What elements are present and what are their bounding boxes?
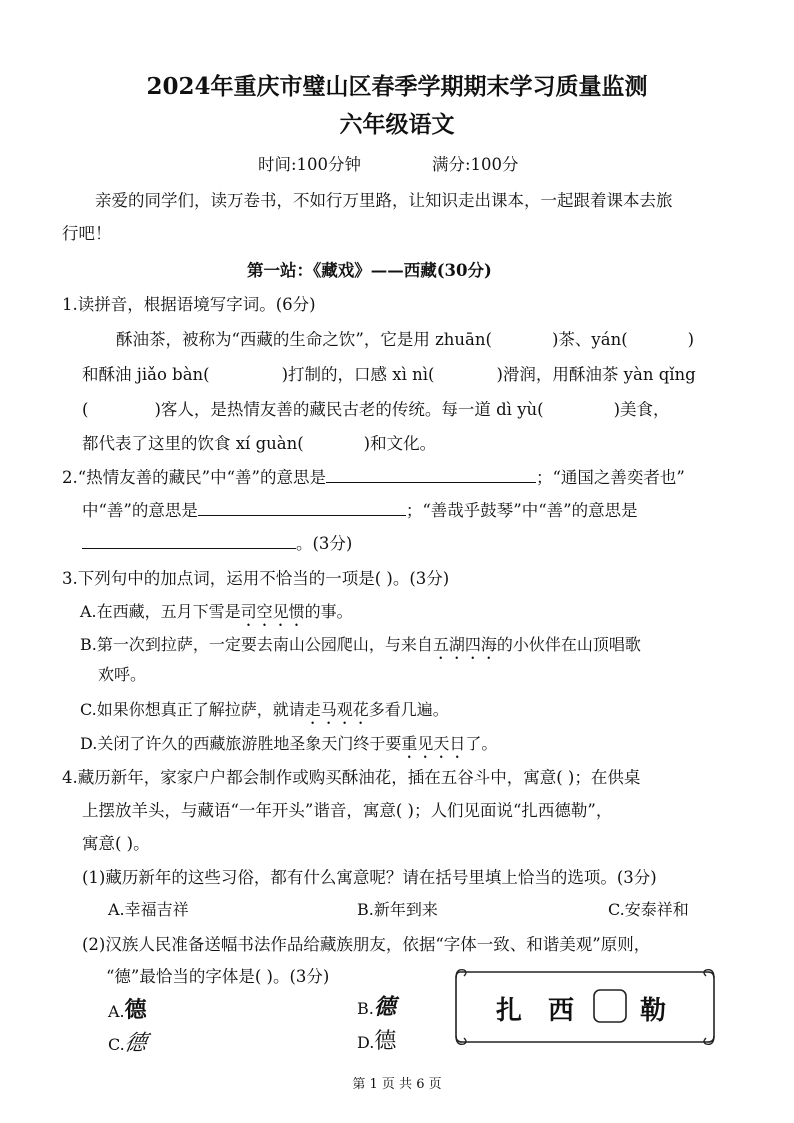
q1-text: ( [82,400,89,419]
q4-line-2: 上摆放羊头，与藏语“一年开头”谐音，寓意( )；人们见面说“扎西德勒”， [82,801,613,820]
q4-choice-b: B.新年到来 [357,900,438,919]
scroll-char-1: 扎 [496,996,523,1026]
q1-text: )客人，是热情友善的藏民古老的传统。每一道 dì yù( [154,400,544,419]
q3-option-b-cont: 欢呼。 [98,665,147,684]
q1-line-2 [82,361,696,385]
dotted-word: 五湖四海 [432,635,497,654]
q2-line-1 [62,464,685,488]
option-text: 多看几遍。 [368,700,449,719]
q1-line-1 [116,326,694,350]
q1-text: ) [687,330,695,349]
dotted-word: 司空见惯 [240,602,305,621]
option-text: C.如果你想真正了解拉萨，就请 [80,700,305,719]
q1-line-4 [82,430,436,454]
q3-stem: 3.下列句中的加点词，运用不恰当的一项是( )。(3分) [62,569,450,588]
option-text: B.第一次到拉萨，一定要去南山公园爬山，与来自 [80,635,433,654]
empty-char-box[interactable] [594,990,626,1022]
q1-text: )滑润，用酥油茶 yàn qǐng [496,365,696,384]
font-option-c[interactable] [108,1026,147,1057]
exam-time: 时间:100分钟 [258,155,362,174]
q1-text: )茶、yán( [551,330,628,349]
option-text: 的小伙伴在山顶唱歌 [496,635,641,654]
font-option-d[interactable] [357,1024,396,1055]
q3-option-a[interactable] [80,599,353,630]
page-number: 第 1 页 共 6 页 [352,1077,442,1092]
scroll-char-3: 勒 [640,996,667,1026]
q3-option-d[interactable] [80,731,497,762]
option-label: C. [108,1035,125,1054]
scroll-frame-icon [452,966,720,1046]
answer-underline[interactable] [326,464,536,483]
q1-line-3 [82,396,670,420]
calligraphy-scroll [452,966,720,1046]
q2-text: 2.“热情友善的藏民”中“善”的意思是 [62,468,326,487]
option-label: B. [357,999,374,1018]
q3-option-b[interactable] [80,632,641,663]
q4-sub2-line-2: “德”最恰当的字体是( )。(3分) [106,967,330,986]
section-heading: 第一站：《藏戏》——西藏(30分) [247,261,492,280]
q1-text: )美食， [613,400,670,419]
font-option-a[interactable] [108,993,147,1024]
intro-line-1: 亲爱的同学们，读万卷书，不如行万里路，让知识走出课本，一起跟着课本去旅 [95,191,673,210]
q2-line-3 [82,530,352,554]
intro-line-2: 行吧！ [62,224,112,243]
q4-sub2-line-1: (2)汉族人民准备送幅书法作品给藏族朋友，依据“字体一致、和谐美观”原则， [82,935,651,954]
q3-option-c[interactable] [80,697,449,728]
font-option-b[interactable] [357,990,396,1021]
q4-line-1: 4.藏历新年，家家户户都会制作或购买酥油花，插在五谷斗中，寓意( )；在供桌 [62,768,641,787]
q2-text: 中“善”的意思是 [82,501,198,520]
q1-text: )打制的，口感 xì nì( [281,365,435,384]
q4-choice-a: A.幸福吉祥 [108,900,189,919]
option-text: 了。 [465,734,498,753]
q1-text: 酥油茶，被称为“西藏的生命之饮”，它是用 zhuān( [116,330,492,349]
option-text: D.关闭了许久的西藏旅游胜地圣象天门终于要 [80,734,402,753]
de-char-kai: 德 [124,998,147,1023]
de-char-li: 德 [374,1029,397,1054]
de-char-xing: 德 [373,994,396,1020]
exam-subtitle: 六年级语文 [339,111,455,138]
option-text: 的事。 [304,602,353,621]
q4-choice-c: C.安泰祥和 [608,900,689,919]
answer-underline[interactable] [198,497,406,516]
q1-text: )和文化。 [363,434,437,453]
q1-text: 都代表了这里的饮食 xí guàn( [82,434,304,453]
exam-title: 2024年重庆市璧山区春季学期期末学习质量监测 [146,73,648,100]
answer-underline[interactable] [82,530,296,549]
q2-text: ；“通国之善奕者也” [535,468,685,487]
option-text: A.在西藏，五月下雪是 [80,602,241,621]
q4-sub1: (1)藏历新年的这些习俗，都有什么寓意呢？请在括号里填上恰当的选项。(3分) [82,868,657,887]
q2-text: 。(3分) [296,534,353,553]
q2-line-2 [82,497,638,521]
option-label: A. [108,1002,125,1021]
q1-text: 和酥油 jiǎo bàn( [82,365,210,384]
option-label: D. [357,1033,375,1052]
dotted-word: 走马观花 [304,700,369,719]
dotted-word: 重见天日 [401,734,466,753]
q2-text: ；“善哉乎鼓琴”中“善”的意思是 [405,501,638,520]
q4-line-3: 寓意( )。 [82,834,150,853]
q1-stem: 1.读拼音，根据语境写字词。(6分) [62,295,316,314]
scroll-char-2: 西 [548,996,575,1026]
exam-score: 满分:100分 [432,155,519,174]
de-char-cao: 德 [122,1031,149,1056]
